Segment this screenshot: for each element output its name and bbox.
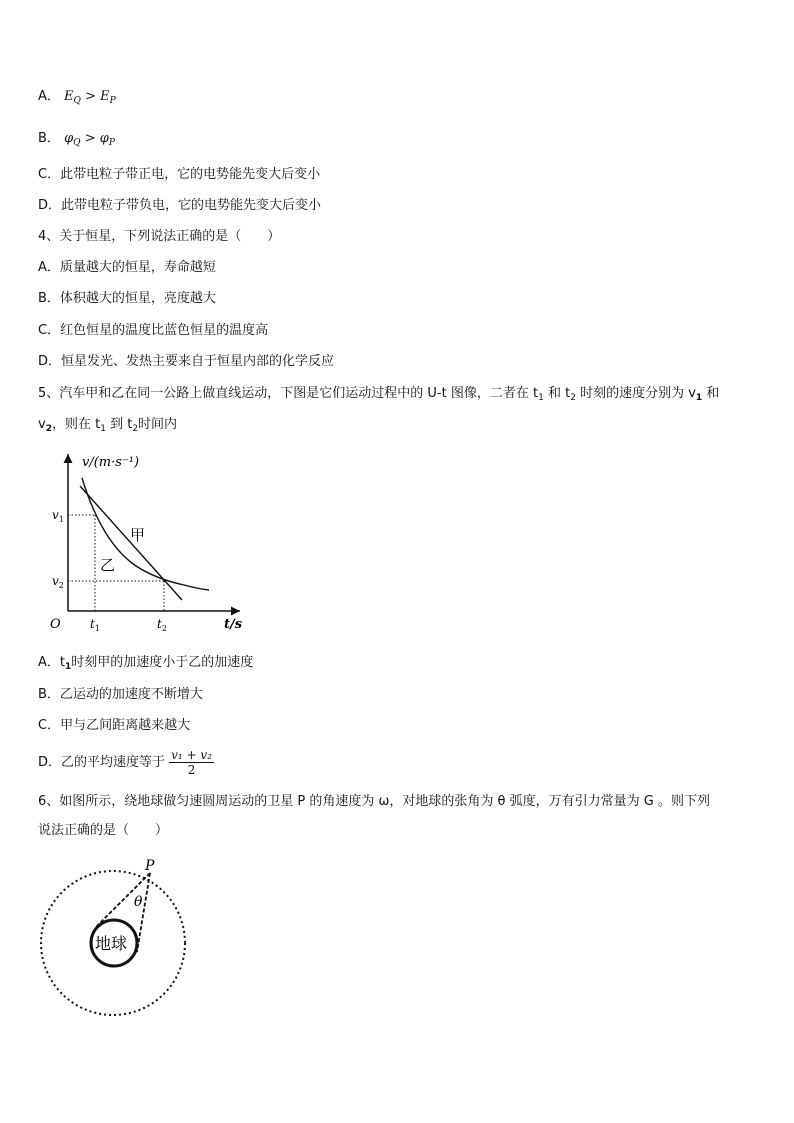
q5-stem-text-d: 和 <box>706 386 720 401</box>
q5-graph-y-label: v/(m·s⁻¹) <box>82 455 140 470</box>
q5-option-a-post: 时刻甲的加速度小于乙的加速度 <box>71 655 254 670</box>
q5-graph-x-label: t/s <box>224 617 243 632</box>
q6-earth-label: 地球 <box>95 934 128 953</box>
q5-sub: 2 <box>132 424 139 434</box>
q5-stem-text-h: 时间内 <box>138 417 178 432</box>
q4-option-b: B．体积越大的恒星，亮度越大 <box>38 291 216 306</box>
q5-stem-text-e: v <box>38 417 46 432</box>
fraction-denominator: 2 <box>187 763 196 777</box>
q6-angle-label: θ <box>134 894 143 910</box>
q5-vt-graph <box>44 448 254 638</box>
q4-option-c: C．红色恒星的温度比蓝色恒星的温度高 <box>38 323 269 338</box>
q4-stem: 4、关于恒星，下列说法正确的是（ ） <box>38 229 281 244</box>
q5-graph-t1-label: $t_1$ <box>90 617 100 633</box>
q3-option-a-expr: $E_Q > E_P$ <box>64 89 116 106</box>
q5-sub: 2 <box>570 393 576 403</box>
q5-graph-v2-label: $v_2$ <box>52 574 64 590</box>
q5-graph-yi-label: 乙 <box>100 556 116 574</box>
q6-orbit-figure <box>36 856 196 1026</box>
q5-graph-v1-label: $v_1$ <box>52 508 64 524</box>
q3-option-b <box>38 130 115 152</box>
q5-stem-text-a: 5、汽车甲和乙在同一公路上做直线运动，下图是它们运动过程中的 U-t 图像，二者在 t <box>38 386 539 401</box>
q5-graph-t2-label: $t_2$ <box>157 617 167 633</box>
q5-option-d <box>38 746 214 780</box>
q5-option-d-pre: D．乙的平均速度等于 <box>38 755 166 770</box>
q5-option-d-fraction <box>169 748 214 777</box>
q3-option-a-letter: A． <box>38 89 60 104</box>
q5-sub: 1 <box>538 393 544 403</box>
fraction-numerator: v₁ + v₂ <box>171 748 213 762</box>
q5-option-b: B．乙运动的加速度不断增大 <box>38 687 203 702</box>
q4-option-a: A．质量越大的恒星，寿命越短 <box>38 260 216 275</box>
q3-option-b-letter: B． <box>38 131 60 146</box>
q5-option-a <box>38 654 253 676</box>
q5-sub: 1 <box>65 662 72 672</box>
q6-stem-line2: 说法正确的是（ ） <box>38 823 169 838</box>
q5-graph-jia-label: 甲 <box>130 526 146 544</box>
q5-option-c: C．甲与乙间距离越来越大 <box>38 718 191 733</box>
q5-option-a-pre: A．t <box>38 655 65 670</box>
q5-sub: 2 <box>45 424 52 434</box>
q5-stem-line1 <box>38 385 719 407</box>
q3-option-a <box>38 88 116 110</box>
q5-stem-text-b: 和 t <box>547 386 571 401</box>
q5-stem-text-c: 时刻的速度分别为 v <box>580 386 696 401</box>
q5-graph-origin: O <box>50 617 61 632</box>
q5-stem-line2 <box>38 416 177 438</box>
q6-satellite-label: P <box>145 858 155 874</box>
q5-sub: 1 <box>100 424 106 434</box>
q3-option-b-expr: $\varphi_Q > \varphi_P$ <box>64 131 115 148</box>
q5-stem-text-g: 到 t <box>110 417 133 432</box>
q3-option-c: C．此带电粒子带正电，它的电势能先变大后变小 <box>38 167 321 182</box>
q5-sub: 1 <box>695 393 703 403</box>
q6-stem-line1: 6、如图所示，绕地球做匀速圆周运动的卫星 P 的角速度为 ω，对地球的张角为 θ 弧度，万有引力常量为 G 。则下列 <box>38 794 710 809</box>
q3-option-d: D．此带电粒子带负电，它的电势能先变大后变小 <box>38 198 322 213</box>
q5-stem-text-f: ，则在 t <box>51 417 101 432</box>
q4-option-d: D．恒星发光、发热主要来自于恒星内部的化学反应 <box>38 354 335 369</box>
q6-tangent-line-2 <box>137 873 150 952</box>
